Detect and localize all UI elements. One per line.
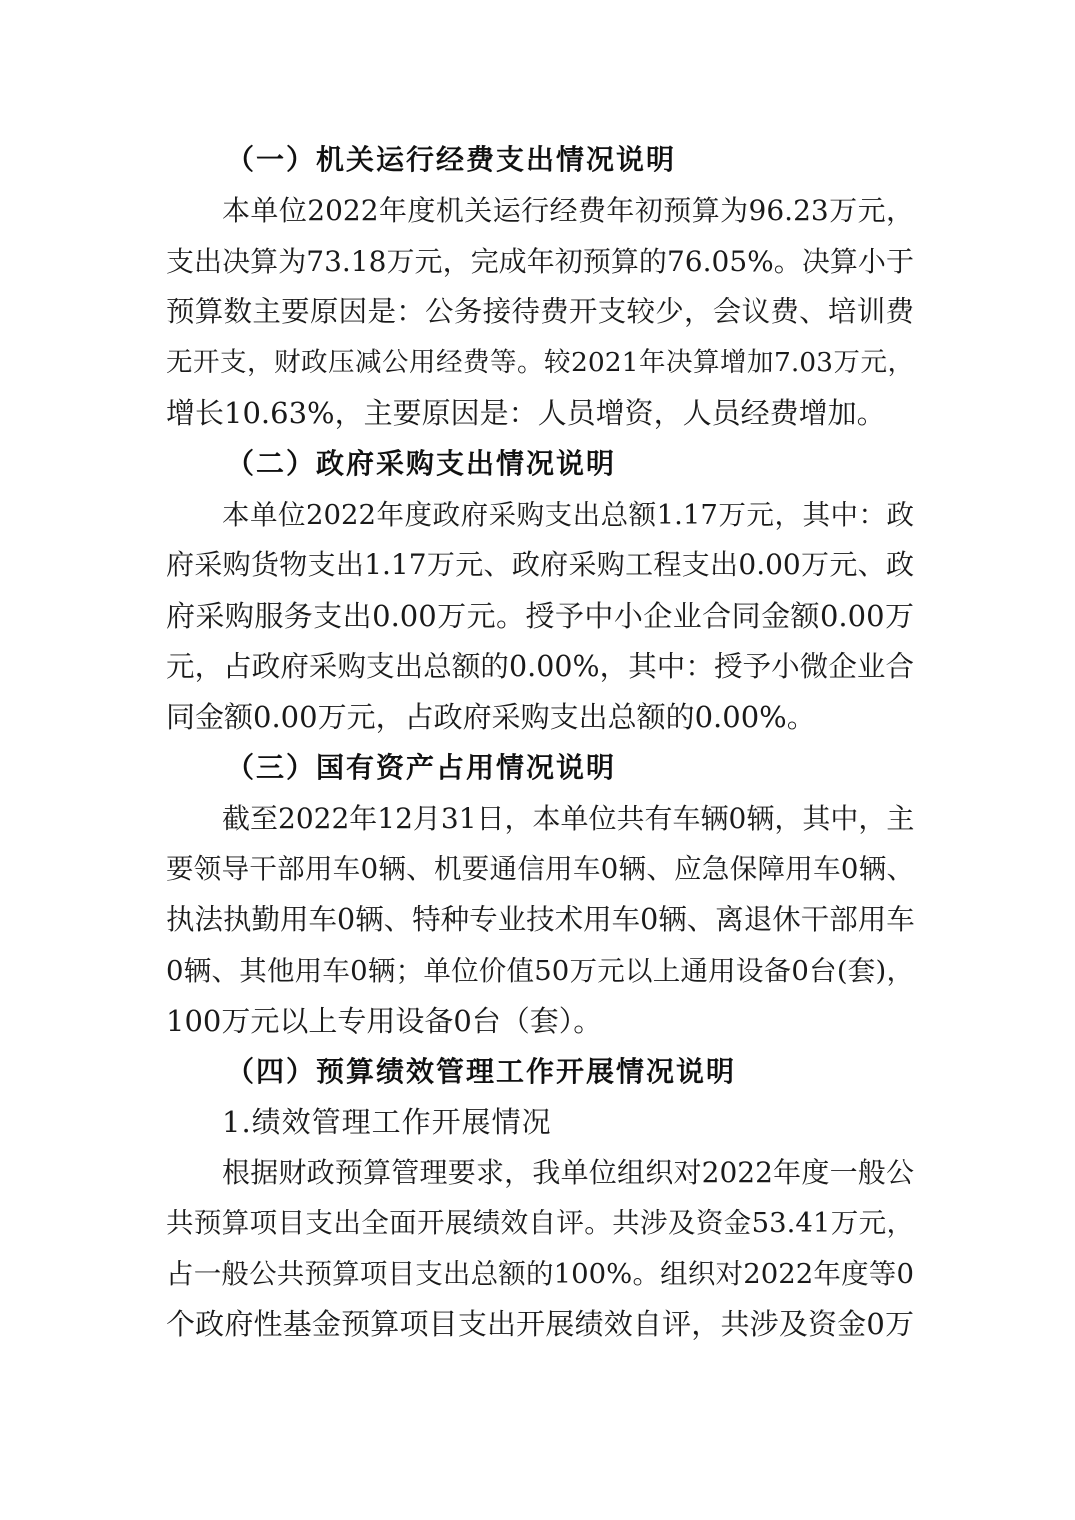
paragraph-line: 共预算项目支出全面开展绩效自评。共涉及资金53.41万元，: [166, 1207, 914, 1239]
paragraph-line: 截至2022年12月31日，本单位共有车辆0辆，其中，主: [222, 802, 915, 835]
paragraph-line: 个政府性基金预算项目支出开展绩效自评，共涉及资金0万: [166, 1307, 914, 1341]
section-heading-state-assets: （三）国有资产占用情况说明: [226, 751, 617, 784]
paragraph-line: 支出决算为73.18万元，完成年初预算的76.05%。决算小于: [166, 245, 914, 278]
paragraph-line: 府采购货物支出1.17万元、政府采购工程支出0.00万元、政: [166, 548, 914, 581]
paragraph-line: 元，占政府采购支出总额的0.00%，其中：授予小微企业合: [166, 650, 914, 683]
paragraph-line: 预算数主要原因是：公务接待费开支较少，会议费、培训费: [166, 295, 914, 328]
paragraph-line: 无开支，财政压减公用经费等。较2021年决算增加7.03万元，: [166, 347, 914, 378]
paragraph-line: 占一般公共预算项目支出总额的100%。组织对2022年度等0: [166, 1258, 914, 1290]
paragraph-line: 同金额0.00万元，占政府采购支出总额的0.00%。: [166, 700, 816, 734]
section-heading-operating-expenses: （一）机关运行经费支出情况说明: [226, 143, 677, 176]
subsection-heading: 1.绩效管理工作开展情况: [222, 1105, 552, 1139]
paragraph-line: 增长10.63%，主要原因是：人员增资，人员经费增加。: [166, 396, 886, 430]
paragraph-line: 0辆、其他用车0辆；单位价值50万元以上通用设备0台(套)，: [166, 955, 914, 987]
paragraph-line: 要领导干部用车0辆、机要通信用车0辆、应急保障用车0辆、: [166, 853, 914, 885]
paragraph-line: 执法执勤用车0辆、特种专业技术用车0辆、离退休干部用车: [166, 903, 915, 936]
paragraph-line: 100万元以上专用设备0台（套）。: [166, 1004, 603, 1038]
paragraph-line: 府采购服务支出0.00万元。授予中小企业合同金额0.00万: [166, 599, 914, 633]
section-heading-government-procurement: （二）政府采购支出情况说明: [226, 447, 617, 480]
paragraph-line: 根据财政预算管理要求，我单位组织对2022年度一般公: [222, 1156, 914, 1189]
section-heading-performance-management: （四）预算绩效管理工作开展情况说明: [226, 1055, 737, 1088]
paragraph-line: 本单位2022年度政府采购支出总额1.17万元，其中：政: [222, 499, 914, 531]
paragraph-line: 本单位2022年度机关运行经费年初预算为96.23万元，: [222, 194, 914, 227]
